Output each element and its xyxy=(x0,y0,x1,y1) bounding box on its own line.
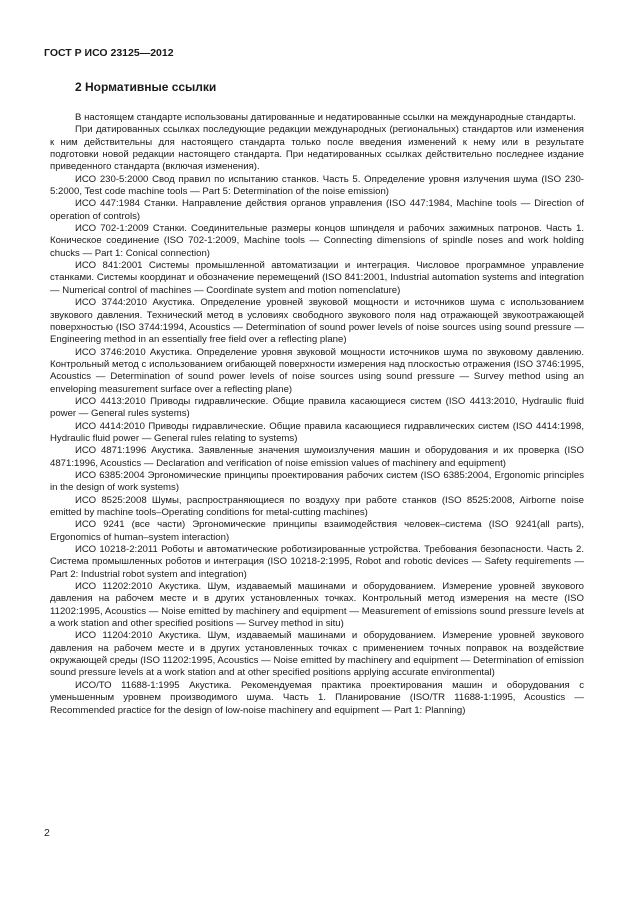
paragraph: ИСО 702-1:2009 Станки. Соединительные размеры концов шпинделя и рабочих зажимных патронов. Часть 1. Коническое соединение (ISO 702-1:2009, Machine tools — Connecting dimensions of spindle noses and work holding chucks — Part 1: Conical connection) xyxy=(50,223,584,259)
paragraph: ИСО 11202:2010 Акустика. Шум, издаваемый машинами и оборудованием. Измерение уровней звукового давления на рабочем месте и в других установленных точках. Контрольный метод измерения на месте (ISO 11202:1995, Acoustics — Noise emitted by machinery and equipment — Measurement of emissions sound pressure levels at a work station and other specified positions — Survey method in situ) xyxy=(50,581,584,630)
paragraph: ИСО 9241 (все части) Эргономические принципы взаимодействия человек–система (ISO 9241(all parts), Ergonomics of human–system interaction) xyxy=(50,519,584,543)
paragraph: ИСО 4414:2010 Приводы гидравлические. Общие правила касающиеся гидравлических систем (ISO 4414:1998, Hydraulic fluid power — General rules relating to systems) xyxy=(50,420,584,444)
paragraph: В настоящем стандарте использованы датированные и недатированные ссылки на международные стандарты. xyxy=(75,112,576,123)
paragraph: ИСО 8525:2008 Шумы, распространяющиеся по воздуху при работе станков (ISO 8525:2008, Airborne noise emitted by machine tools–Operating conditions for metal-cutting machines) xyxy=(50,494,584,518)
paragraph: ИСО 3746:2010 Акустика. Определение уровня звуковой мощности источников шума по звуковому давлению. Контрольный метод с использованием огибающей поверхности измерения над плоскостью отражения (ISO 3746:1995, Acoustics — Determination of sound power levels of noise sources using sound pressure — Survey method using an enveloping measurement surface over a reflecting plane) xyxy=(50,346,584,395)
section-title: 2 Нормативные ссылки xyxy=(75,80,217,94)
paragraph: ИСО/ТО 11688-1:1995 Акустика. Рекомендуемая практика проектирования машин и оборудования с уменьшенным уровнем производимого шума. Часть 1. Планирование (ISO/TR 11688-1:1995, Acoustics — Recommended practice for the design of low-noise machinery and equipment — Part 1: Planning) xyxy=(50,679,584,716)
page-number: 2 xyxy=(44,827,50,839)
paragraph: ИСО 841:2001 Системы промышленной автоматизации и интеграция. Числовое программное управление станками. Системы координат и обозначение перемещений (ISO 841:2001, Industrial automation systems and integration — Numerical control of machines — Coordinate system and motion nomenclature) xyxy=(50,260,584,296)
paragraph: ИСО 230-5:2000 Свод правил по испытанию станков. Часть 5. Определение уровня излучения шума (ISO 230-5:2000, Test code machine tools — Part 5: Determination of the noise emission) xyxy=(50,173,584,198)
paragraph: ИСО 10218-2:2011 Роботы и автоматические роботизированные устройства. Требования безопасности. Часть 2. Система промышленных роботов и интеграция (ISO 10218-2:1995, Robot and robotic devices — Safety requirements — Part 2: Industrial robot system and integration) xyxy=(50,544,584,580)
paragraph: При датированных ссылках последующие редакции международных (региональных) стандартов или изменения к ним действительны для настоящего стандарта только после введения изменений к нему или в результате подготовки новой редакции настоящего стандарта. При недатированных ссылках действительно последнее издание приведенного стандарта (включая изменения). xyxy=(50,124,584,173)
paragraph: ИСО 3744:2010 Акустика. Определение уровней звуковой мощности и источников шума с использованием звукового давления. Технический метод в условиях свободного звукового поля над отражающей звукоотражающей поверхностью (ISO 3744:1994, Acoustics — Determination of sound power levels of noise sources using sound pressure — Engineering method in an essentially free field over a reflecting plane) xyxy=(50,297,584,346)
paragraph: ИСО 4871:1996 Акустика. Заявленные значения шумоизлучения машин и оборудования и их проверка (ISO 4871:1996, Acoustics — Declaration and verification of noise emission values of machinery and equipment) xyxy=(50,445,584,469)
paragraph: ИСО 6385:2004 Эргономические принципы проектирования рабочих систем (ISO 6385:2004, Ergonomic principles in the design of work systems) xyxy=(50,469,584,494)
paragraph: ИСО 4413:2010 Приводы гидравлические. Общие правила касающиеся систем (ISO 4413:2010, Hydraulic fluid power — General rules systems) xyxy=(50,395,584,420)
paragraph: ИСО 447:1984 Станки. Направление действия органов управления (ISO 447:1984, Machine tools — Direction of operation of controls) xyxy=(50,198,584,222)
paragraph: ИСО 11204:2010 Акустика. Шум, издаваемый машинами и оборудованием. Измерение уровней звукового давления на рабочем месте и в других установленных точках с применением точных поправок на воздействие окружающей среды (ISO 11202:1995, Acoustics — Noise emitted by machinery and equipment — Determination of emission sound pressure levels at a work station and at other specified positions applying accurate environmental) xyxy=(50,630,584,679)
references-body xyxy=(50,112,584,717)
document-header: ГОСТ Р ИСО 23125—2012 xyxy=(44,47,174,59)
